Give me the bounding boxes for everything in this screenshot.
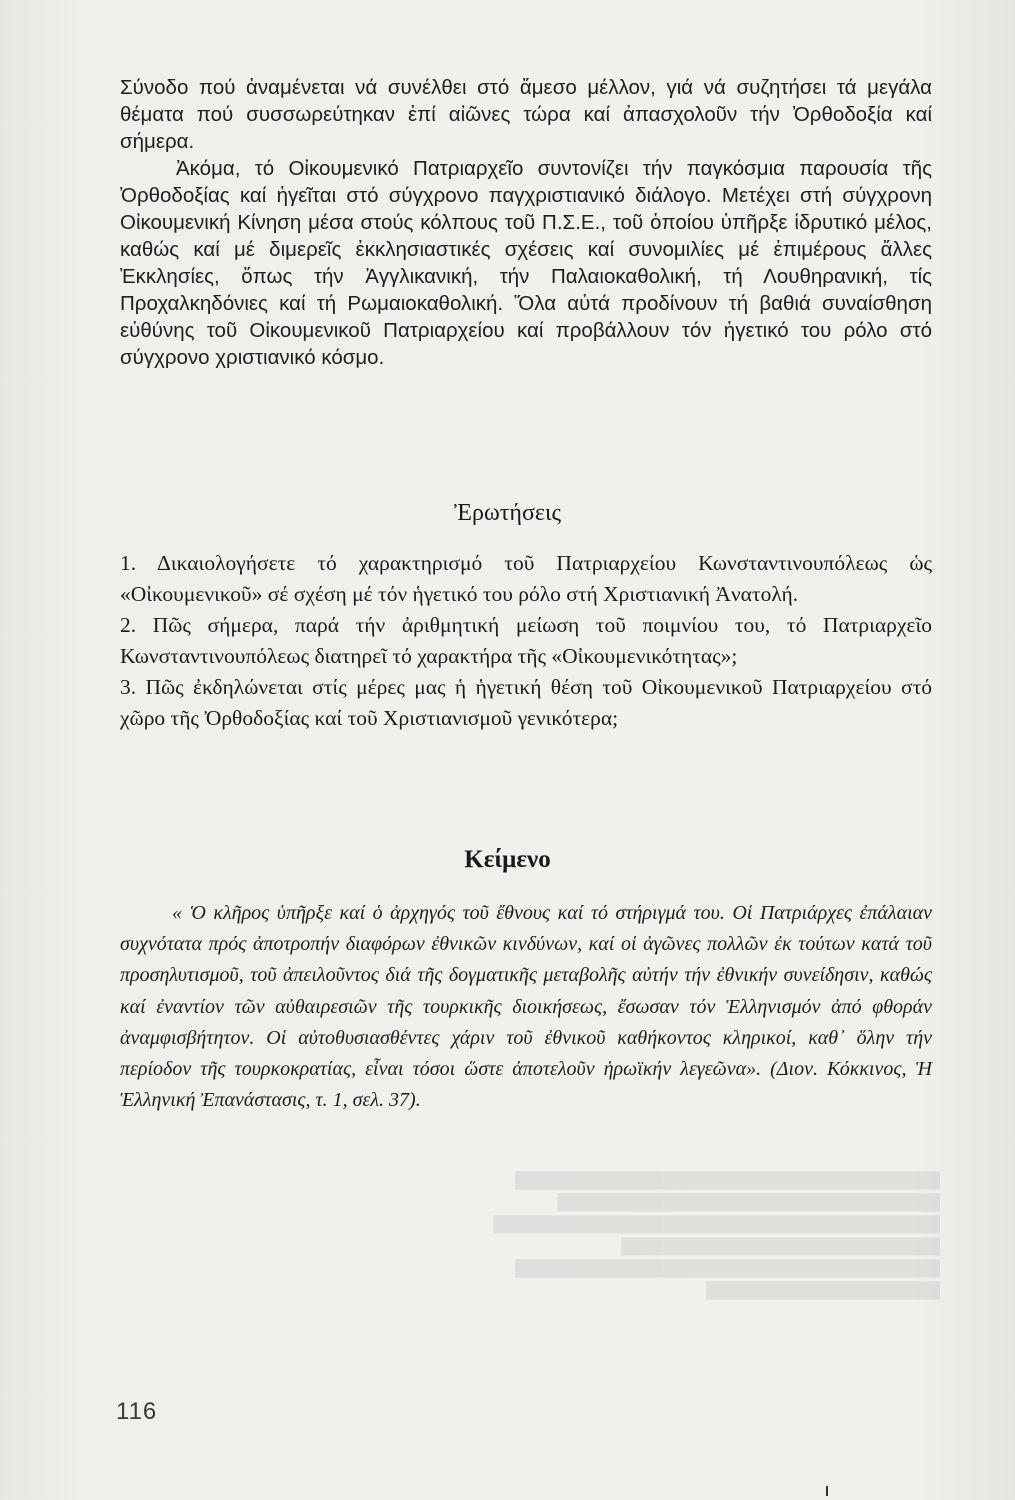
page-edge-mark [826,1486,828,1496]
historical-quote: « Ὁ κλῆρος ὑπῆρξε καί ὁ ἀρχηγός τοῦ ἔθνους καί τό στήριγμά του. Οἱ Πατριάρχες ἐπάλαιαν συχνότατα πρός ἀποτροπήν διαφόρων ἐθνικῶν κινδύνων, καί οἱ ἀγῶνες πολλῶν ἐκ τούτων κατά τοῦ προσηλυτισμοῦ, τοῦ ἀπειλοῦντος διά τῆς δογματικῆς μεταβολῆς αὐτήν τήν ἐθνικήν συνείδησιν, καθώς καί ἐναντίον τῶν αὐθαιρεσιῶν τῆς τουρκικῆς διοικήσεως, ἔσωσαν τόν Ἑλληνισμόν ἀπό φθοράν ἀναμφισβήτητον. Οἱ αὐτοθυσιασθέντες χάριν τοῦ ἐθνικοῦ καθήκοντος κληρικοί, καθ᾽ ὅλην τήν περίοδον τῆς τουρκοκρατίας, εἶναι τόσοι ὥστε ἀποτελοῦν ἡρωϊκήν λεγεῶνα». (Διον. Κόκκινος, Ἡ Ἑλληνική Ἐπανάστασις, τ. 1, σελ. 37). [120,902,932,1112]
intro-text [120,74,932,371]
question-item: 1. Δικαιολογήσετε τό χαρακτηρισμό τοῦ Πατριαρχείου Κωνσταντινουπόλεως ὡς «Οἰκουμενικοῦ» σέ σχέση μέ τόν ἡγετικό του ρόλο στή Χριστιανική Ἀνατολή. [120,551,932,606]
intro-paragraph-1: Σύνοδο πού ἀναμένεται νά συνέλθει στό ἄμεσο μέλλον, γιά νά συζητήσει τά μεγάλα θέματα πού συσσωρεύτηκαν ἐπί αἰῶνες τώρα καί ἀπασχολοῦν τήν Ὀρθοδοξία καί σήμερα. [120,76,932,153]
questions-list [120,548,932,734]
page-number: 116 [116,1398,158,1425]
question-item: 2. Πῶς σήμερα, παρά τήν ἀριθμητική μείωση τοῦ ποιμνίου του, τό Πατριαρχεῖο Κωνσταντινουπόλεως διατηρεῖ τό χαρακτήρα τῆς «Οἰκουμενικότητας»; [120,613,932,668]
questions-heading: Ἐρωτήσεις [454,500,561,526]
intro-paragraph-2: Ἀκόμα, τό Οἰκουμενικό Πατριαρχεῖο συντονίζει τήν παγκόσμια παρουσία τῆς Ὀρθοδοξίας καί ἡγεῖται στό σύγχρονο παγχριστιανικό διάλογο. Μετέχει στή σύγχρονη Οἰκουμενική Κίνηση μέσα στούς κόλπους τοῦ Π.Σ.Ε., τοῦ ὁποίου ὑπῆρξε ἱδρυτικό μέλος, καθώς καί μέ διμερεῖς ἐκκλησιαστικές σχέσεις καί συνομιλίες μέ ἐπιμέρους ἄλλες Ἐκκλησίες, ὅπως τήν Ἀγγλικανική, τήν Παλαιοκαθολική, τή Λουθηρανική, τίς Προχαλκηδόνιες καί τή Ρωμαιοκαθολική. Ὅλα αὐτά προδίνουν τή βαθιά συναίσθηση εὐθύνης τοῦ Οἰκουμενικοῦ Πατριαρχείου καί προβάλλουν τόν ἡγετικό του ρόλο στό σύγχρονο χριστιανικό κόσμο. [120,157,932,369]
question-item: 3. Πῶς ἐκδηλώνεται στίς μέρες μας ἡ ἡγετική θέση τοῦ Οἰκουμενικοῦ Πατριαρχείου στό χῶρο τῆς Ὀρθοδοξίας καί τοῦ Χριστιανισμοῦ γενικότερα; [120,675,932,730]
bleed-through-shadow: ████████████████████████████████████████ ████████████████████████████████████ ██████████████████████████████████████████ ██████████████████████████████ ████████████████████████████████████████ ██████████████████████ [493,1172,940,1299]
text-heading: Κείμενο [464,846,551,873]
